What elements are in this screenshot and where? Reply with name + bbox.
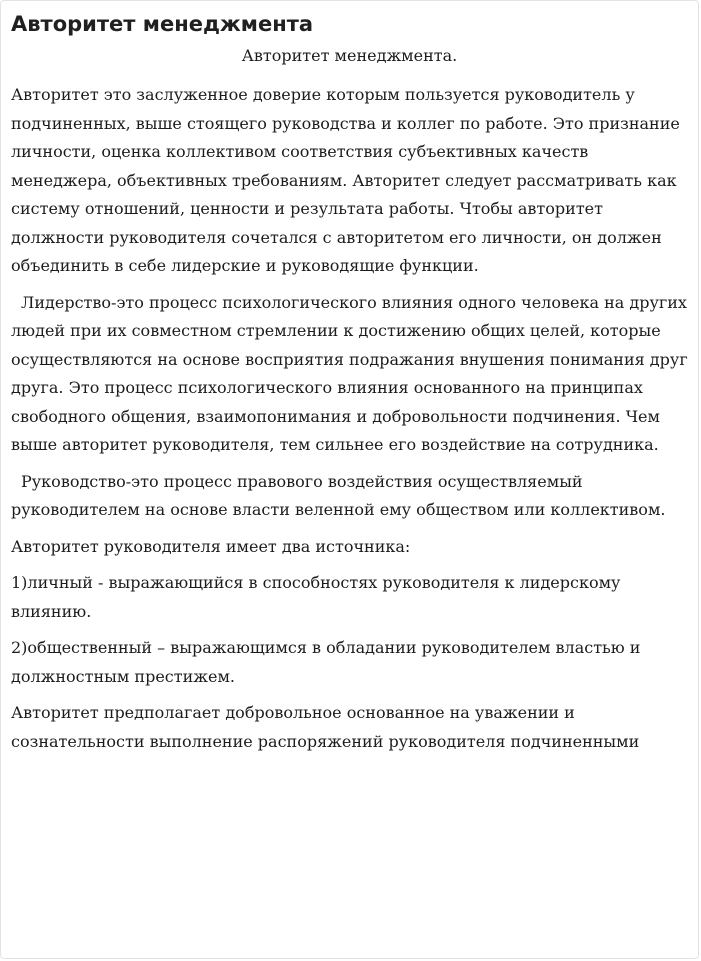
paragraph-authority-definition: Авторитет это заслуженное доверие которым пользуется руководитель у подчиненных, выше стоящего руководства и коллег по работе. Это признание личности, оценка коллективом соответствия субъективных качеств менеджера, объективных требованиям. Авторитет следует рассматривать как систему отношений, ценности и результата работы. Чтобы авторитет должности руководителя сочетался с авторитетом его личности, он должен объединить в себе лидерские и руководящие функции. [11,85,680,275]
paragraph-leadership: Лидерство-это процесс психологического влияния одного человека на других людей при их совместном стремлении к достижению общих целей, которые осуществляются на основе восприятия подражания внушения понимания друг друга. Это процесс психологического влияния основанного на принципах свободного общения, взаимопонимания и добровольности подчинения. Чем выше авторитет руководителя, тем сильнее его воздействие на сотрудника. [11,292,688,454]
paragraph-source-personal: 1)личный - выражающийся в способностях руководителя к лидерскому влиянию. [11,573,621,621]
paragraph-source-public: 2)общественный – выражающимся в обладании руководителем властью и должностным престижем. [11,638,641,686]
paragraph-conclusion: Авторитет предполагает добровольное основанное на уважении и сознательности выполнение распоряжений руководителя подчиненными [11,703,640,751]
article-title: Авторитет менеджмента [11,12,314,36]
article-subtitle: Авторитет менеджмента. [241,46,458,65]
paragraph-sources-intro: Авторитет руководителя имеет два источника: [11,536,411,556]
paragraph-management: Руководство-это процесс правового воздействия осуществляемый руководителем на основе власти веленной ему обществом или коллективом. [11,471,666,519]
article-content [1,1,698,774]
